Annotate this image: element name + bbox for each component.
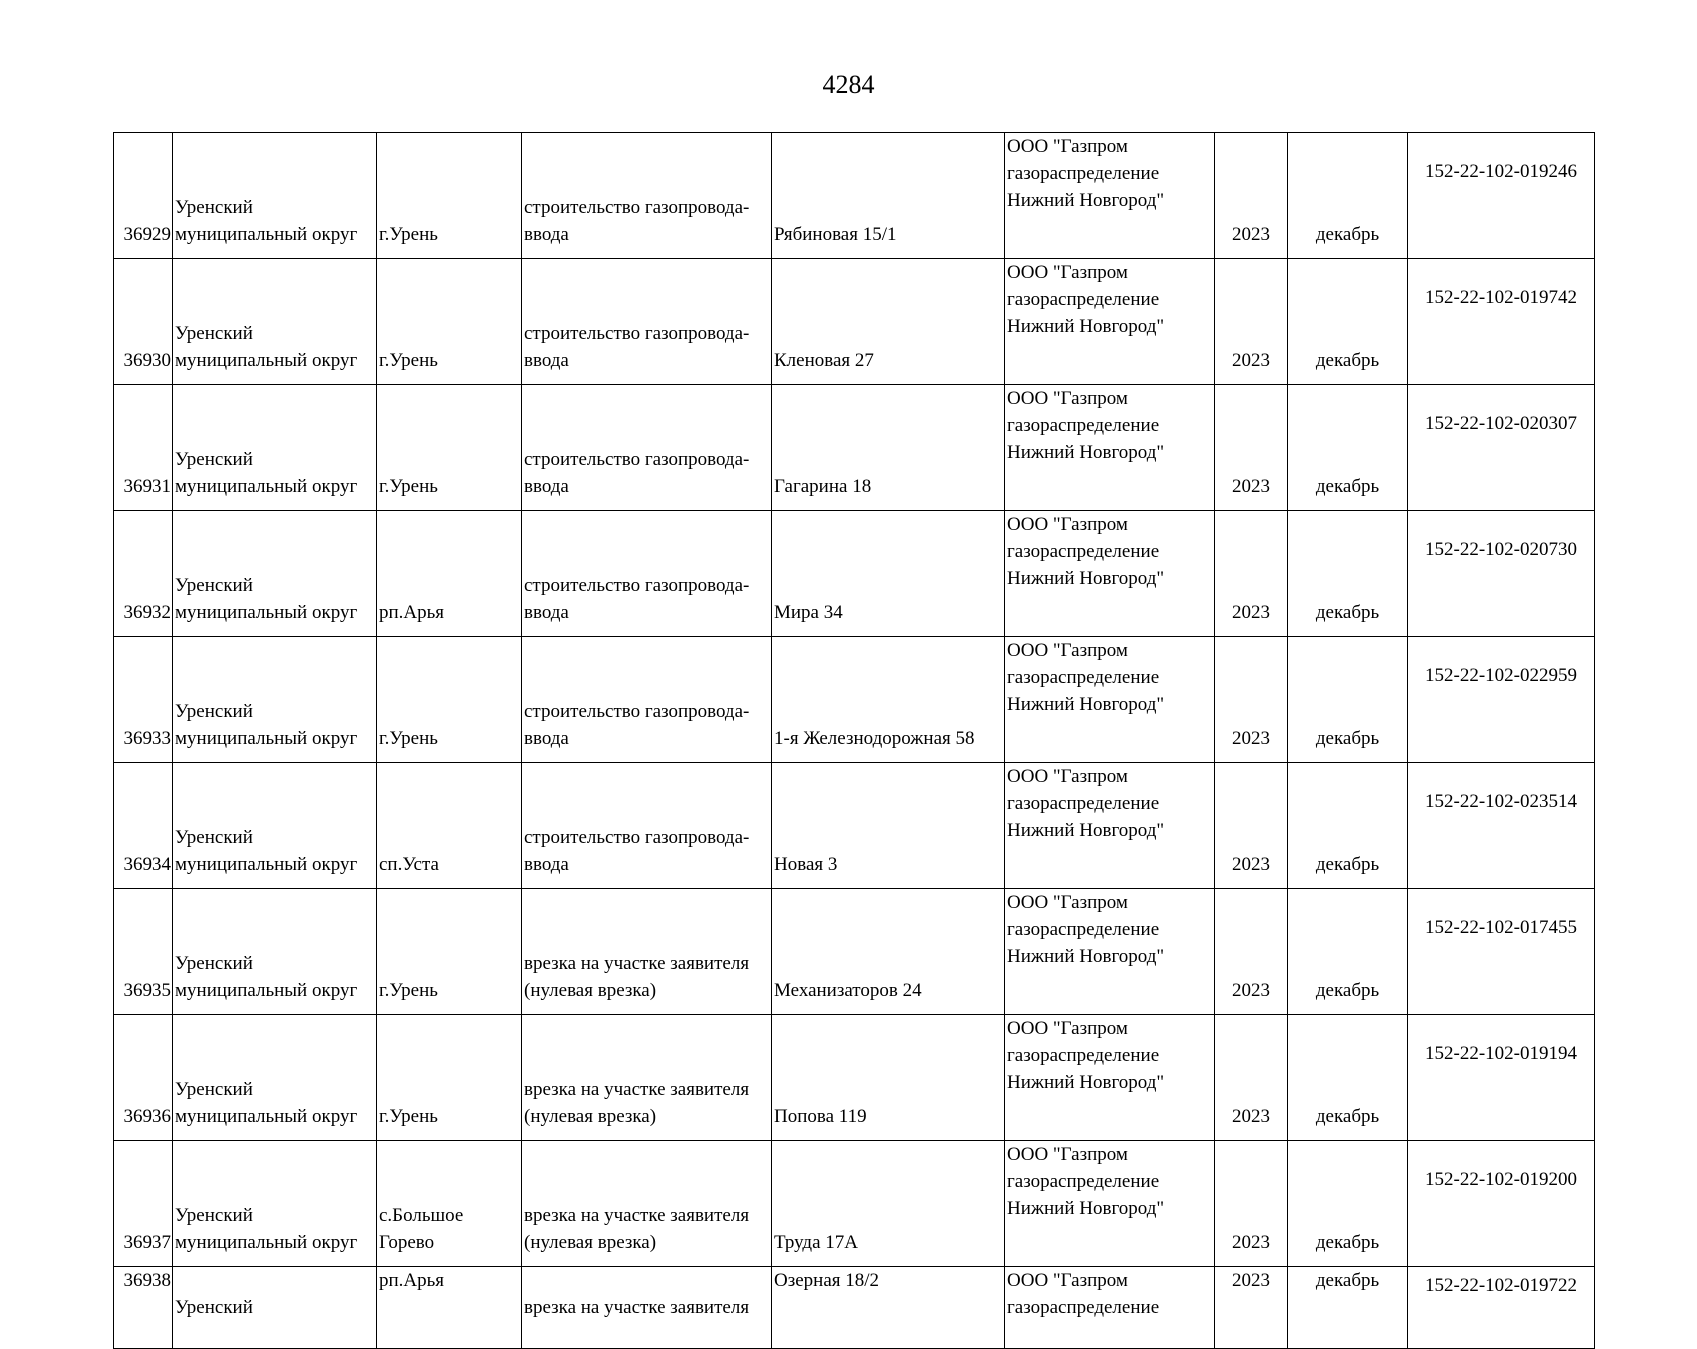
locality-cell: г.Урень (377, 1015, 522, 1141)
row-number: 36930 (114, 259, 173, 385)
table-row (114, 1141, 1595, 1267)
year-cell: 2023 (1215, 1267, 1288, 1349)
work-type-cell: врезка на участке заявителя (нулевая врезка) (522, 1015, 772, 1141)
locality-cell: г.Урень (377, 637, 522, 763)
address-cell: Гагарина 18 (772, 385, 1005, 511)
row-number: 36935 (114, 889, 173, 1015)
table-row (114, 385, 1595, 511)
address-cell: Рябиновая 15/1 (772, 133, 1005, 259)
month-cell: декабрь (1288, 889, 1408, 1015)
district-cell: Уренский муниципальный округ (173, 511, 377, 637)
address-cell: Механизаторов 24 (772, 889, 1005, 1015)
locality-cell: г.Урень (377, 259, 522, 385)
address-cell: Мира 34 (772, 511, 1005, 637)
organization-cell: ООО "Газпром газораспределение Нижний Новгород" (1005, 133, 1215, 259)
district-cell: Уренский муниципальный округ (173, 1141, 377, 1267)
row-number: 36929 (114, 133, 173, 259)
organization-cell: ООО "Газпром газораспределение Нижний Новгород" (1005, 1141, 1215, 1267)
year-cell: 2023 (1215, 1141, 1288, 1267)
row-number: 36937 (114, 1141, 173, 1267)
table-row (114, 511, 1595, 637)
organization-cell: ООО "Газпром газораспределение Нижний Новгород" (1005, 1015, 1215, 1141)
row-number: 36933 (114, 637, 173, 763)
organization-cell: ООО "Газпром газораспределение Нижний Новгород" (1005, 637, 1215, 763)
work-type-cell: строительство газопровода-ввода (522, 259, 772, 385)
address-cell: Труда 17А (772, 1141, 1005, 1267)
permit-number-cell: 152-22-102-022959 (1408, 637, 1595, 763)
year-cell: 2023 (1215, 763, 1288, 889)
locality-cell: г.Урень (377, 385, 522, 511)
page-number: 4284 (822, 70, 875, 99)
permit-number-cell: 152-22-102-019194 (1408, 1015, 1595, 1141)
year-cell: 2023 (1215, 133, 1288, 259)
work-type-cell: строительство газопровода-ввода (522, 133, 772, 259)
district-cell: Уренский муниципальный округ (173, 889, 377, 1015)
row-number: 36938 (114, 1267, 173, 1349)
organization-cell: ООО "Газпром газораспределение Нижний Новгород" (1005, 385, 1215, 511)
district-cell: Уренский муниципальный округ (173, 763, 377, 889)
address-cell: Кленовая 27 (772, 259, 1005, 385)
organization-cell: ООО "Газпром газораспределение Нижний Новгород" (1005, 511, 1215, 637)
permit-number-cell: 152-22-102-020307 (1408, 385, 1595, 511)
work-type-cell: врезка на участке заявителя (нулевая врезка) (522, 1141, 772, 1267)
permit-number-cell: 152-22-102-019246 (1408, 133, 1595, 259)
permit-number-cell: 152-22-102-023514 (1408, 763, 1595, 889)
district-cell: Уренский (173, 1267, 377, 1349)
month-cell: декабрь (1288, 133, 1408, 259)
organization-cell: ООО "Газпром газораспределение Нижний Новгород" (1005, 259, 1215, 385)
year-cell: 2023 (1215, 889, 1288, 1015)
district-cell: Уренский муниципальный округ (173, 637, 377, 763)
work-type-cell: врезка на участке заявителя (нулевая врезка) (522, 889, 772, 1015)
address-cell: 1-я Железнодорожная 58 (772, 637, 1005, 763)
year-cell: 2023 (1215, 511, 1288, 637)
month-cell: декабрь (1288, 1141, 1408, 1267)
work-type-cell: строительство газопровода-ввода (522, 763, 772, 889)
organization-cell: ООО "Газпром газораспределение (1005, 1267, 1215, 1349)
month-cell: декабрь (1288, 637, 1408, 763)
permit-number-cell: 152-22-102-017455 (1408, 889, 1595, 1015)
table-row (114, 1267, 1595, 1349)
row-number: 36931 (114, 385, 173, 511)
row-number: 36932 (114, 511, 173, 637)
district-cell: Уренский муниципальный округ (173, 385, 377, 511)
district-cell: Уренский муниципальный округ (173, 1015, 377, 1141)
year-cell: 2023 (1215, 637, 1288, 763)
month-cell: декабрь (1288, 763, 1408, 889)
address-cell: Озерная 18/2 (772, 1267, 1005, 1349)
year-cell: 2023 (1215, 259, 1288, 385)
address-cell: Новая 3 (772, 763, 1005, 889)
table-row (114, 133, 1595, 259)
table-row (114, 259, 1595, 385)
address-cell: Попова 119 (772, 1015, 1005, 1141)
permit-number-cell: 152-22-102-019200 (1408, 1141, 1595, 1267)
table-body (114, 133, 1595, 1349)
row-number: 36936 (114, 1015, 173, 1141)
work-type-cell: строительство газопровода-ввода (522, 511, 772, 637)
district-cell: Уренский муниципальный округ (173, 133, 377, 259)
table-row (114, 1015, 1595, 1141)
organization-cell: ООО "Газпром газораспределение Нижний Новгород" (1005, 763, 1215, 889)
table-row (114, 889, 1595, 1015)
district-cell: Уренский муниципальный округ (173, 259, 377, 385)
permit-number-cell: 152-22-102-020730 (1408, 511, 1595, 637)
month-cell: декабрь (1288, 259, 1408, 385)
year-cell: 2023 (1215, 385, 1288, 511)
permit-number-cell: 152-22-102-019722 (1408, 1267, 1595, 1349)
locality-cell: г.Урень (377, 889, 522, 1015)
row-number: 36934 (114, 763, 173, 889)
month-cell: декабрь (1288, 385, 1408, 511)
month-cell: декабрь (1288, 1015, 1408, 1141)
month-cell: декабрь (1288, 511, 1408, 637)
locality-cell: сп.Уста (377, 763, 522, 889)
organization-cell: ООО "Газпром газораспределение Нижний Новгород" (1005, 889, 1215, 1015)
work-type-cell: строительство газопровода-ввода (522, 637, 772, 763)
work-type-cell: строительство газопровода-ввода (522, 385, 772, 511)
permit-number-cell: 152-22-102-019742 (1408, 259, 1595, 385)
table-row (114, 637, 1595, 763)
work-type-cell: врезка на участке заявителя (522, 1267, 772, 1349)
locality-cell: г.Урень (377, 133, 522, 259)
month-cell: декабрь (1288, 1267, 1408, 1349)
locality-cell: с.Большое Горево (377, 1141, 522, 1267)
gasification-table (113, 132, 1595, 1349)
table-row (114, 763, 1595, 889)
year-cell: 2023 (1215, 1015, 1288, 1141)
locality-cell: рп.Арья (377, 511, 522, 637)
locality-cell: рп.Арья (377, 1267, 522, 1349)
